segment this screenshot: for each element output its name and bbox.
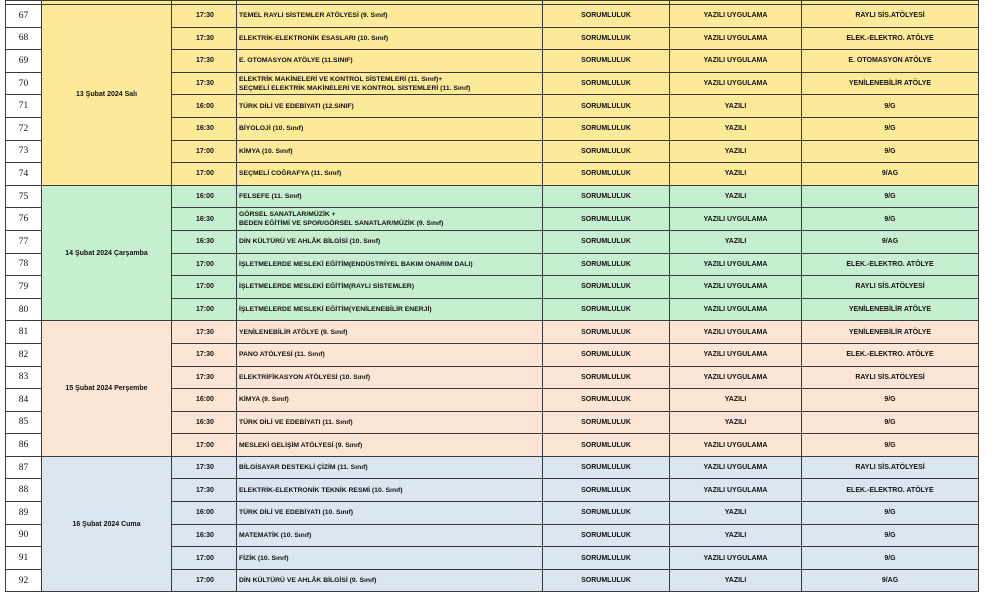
exam-type-cell: YAZILI: [670, 185, 802, 208]
exam-time-cell: 17:30: [172, 5, 237, 28]
course-name-line: DİN KÜLTÜRÜ VE AHLÂK BİLGİSİ (10. Sınıf): [239, 238, 381, 246]
exam-type-cell: YAZILI: [670, 95, 802, 118]
exam-category-cell: SORUMLULUK: [543, 276, 670, 299]
exam-time-cell: 17:00: [172, 140, 237, 163]
course-name-line: SEÇMELİ ELEKTRİK MAKİNELERİ VE KONTROL SİSTEMLERİ (11. Sınıf): [239, 84, 471, 92]
exam-location-cell: RAYLI SİS.ATÖLYESİ: [802, 276, 979, 299]
row-number-cell: 79: [6, 276, 42, 299]
exam-time-cell: 16:00: [172, 95, 237, 118]
exam-location-cell: 9/AG: [802, 230, 979, 253]
exam-location-cell: 9/G: [802, 117, 979, 140]
course-name-cell: [237, 27, 543, 50]
course-name-cell: [237, 230, 543, 253]
row-number-cell: 87: [6, 456, 42, 479]
exam-location-cell: ELEK.-ELEKTRO. ATÖLYE: [802, 253, 979, 276]
exam-type-cell: YAZILI UYGULAMA: [670, 253, 802, 276]
row-number-cell: 91: [6, 547, 42, 570]
row-number-cell: 67: [6, 5, 42, 28]
exam-time-cell: 16:30: [172, 411, 237, 434]
row-number-cell: 90: [6, 524, 42, 547]
exam-time-cell: 16:00: [172, 502, 237, 525]
row-number-cell: 70: [6, 72, 42, 95]
exam-type-cell: YAZILI: [670, 569, 802, 592]
row-number-cell: 69: [6, 50, 42, 73]
exam-category-cell: SORUMLULUK: [543, 185, 670, 208]
exam-type-cell: YAZILI UYGULAMA: [670, 434, 802, 457]
exam-location-cell: RAYLI SİS.ATÖLYESİ: [802, 456, 979, 479]
course-name-line: İŞLETMELERDE MESLEKİ EĞİTİM(YENİLENEBİLİR ENERJİ): [239, 306, 432, 314]
exam-type-cell: YAZILI: [670, 524, 802, 547]
exam-type-cell: YAZILI: [670, 117, 802, 140]
course-name-line: FELSEFE (11. Sınıf): [239, 193, 302, 201]
exam-time-cell: 17:00: [172, 298, 237, 321]
exam-date-cell: 15 Şubat 2024 Perşembe: [42, 321, 172, 457]
course-name-cell: [237, 140, 543, 163]
exam-category-cell: SORUMLULUK: [543, 434, 670, 457]
exam-location-cell: 9/G: [802, 502, 979, 525]
course-name-line: FİZİK (10. Sınıf): [239, 554, 289, 562]
course-name-line: TEMEL RAYLI SİSTEMLER ATÖLYESİ (9. Sınıf): [239, 12, 388, 20]
exam-category-cell: SORUMLULUK: [543, 253, 670, 276]
exam-type-cell: YAZILI: [670, 163, 802, 186]
course-name-cell: [237, 185, 543, 208]
exam-category-cell: SORUMLULUK: [543, 95, 670, 118]
row-number-cell: 75: [6, 185, 42, 208]
course-name-line: BİYOLOJİ (10. Sınıf): [239, 125, 304, 133]
course-name-cell: [237, 547, 543, 570]
course-name-line: YENİLENEBİLİR ATÖLYE (9. Sınıf): [239, 328, 348, 336]
exam-category-cell: SORUMLULUK: [543, 389, 670, 412]
exam-location-cell: ELEK.-ELEKTRO. ATÖLYE: [802, 343, 979, 366]
course-name-line: ELEKTRİFİKASYON ATÖLYESİ (10. Sınıf): [239, 373, 371, 381]
exam-type-cell: YAZILI UYGULAMA: [670, 276, 802, 299]
row-number-cell: 92: [6, 569, 42, 592]
exam-time-cell: 17:30: [172, 50, 237, 73]
exam-type-cell: YAZILI UYGULAMA: [670, 50, 802, 73]
row-number-cell: 78: [6, 253, 42, 276]
course-name-cell: [237, 502, 543, 525]
exam-category-cell: SORUMLULUK: [543, 27, 670, 50]
course-name-cell: [237, 117, 543, 140]
exam-category-cell: SORUMLULUK: [543, 163, 670, 186]
exam-type-cell: YAZILI UYGULAMA: [670, 298, 802, 321]
exam-time-cell: 16:00: [172, 389, 237, 412]
exam-time-cell: 17:00: [172, 253, 237, 276]
exam-type-cell: YAZILI: [670, 389, 802, 412]
course-name-line: ELEKTRİK-ELEKTRONİK ESASLARI (10. Sınıf): [239, 34, 389, 42]
exam-time-cell: 17:00: [172, 434, 237, 457]
course-name-line: KİMYA (9. Sınıf): [239, 396, 289, 404]
exam-time-cell: 17:30: [172, 456, 237, 479]
exam-category-cell: SORUMLULUK: [543, 479, 670, 502]
exam-time-cell: 16:30: [172, 524, 237, 547]
exam-location-cell: YENİLENEBİLİR ATÖLYE: [802, 298, 979, 321]
exam-type-cell: YAZILI UYGULAMA: [670, 366, 802, 389]
exam-location-cell: ELEK.-ELEKTRO. ATÖLYE: [802, 479, 979, 502]
course-name-cell: [237, 253, 543, 276]
course-name-line: MATEMATİK (10. Sınıf): [239, 531, 312, 539]
course-name-line: İŞLETMELERDE MESLEKİ EĞİTİM(RAYLI SİSTEMLER): [239, 283, 414, 291]
exam-time-cell: 16:30: [172, 230, 237, 253]
table-row: [6, 456, 979, 479]
exam-type-cell: YAZILI UYGULAMA: [670, 27, 802, 50]
course-name-line: İŞLETMELERDE MESLEKİ EĞİTİM(ENDÜSTRİYEL BAKIM ONARIM DALI): [239, 260, 473, 268]
exam-location-cell: 9/AG: [802, 569, 979, 592]
exam-schedule-table: [5, 0, 979, 592]
exam-type-cell: YAZILI: [670, 140, 802, 163]
exam-category-cell: SORUMLULUK: [543, 456, 670, 479]
row-number-cell: 72: [6, 117, 42, 140]
exam-location-cell: 9/G: [802, 547, 979, 570]
table-row: [6, 185, 979, 208]
course-name-cell: [237, 208, 543, 231]
course-name-cell: [237, 366, 543, 389]
course-name-cell: [237, 298, 543, 321]
row-number-cell: 81: [6, 321, 42, 344]
exam-schedule-sheet: [5, 0, 978, 592]
exam-time-cell: 17:30: [172, 321, 237, 344]
exam-category-cell: SORUMLULUK: [543, 524, 670, 547]
row-number-cell: 86: [6, 434, 42, 457]
row-number-cell: 73: [6, 140, 42, 163]
exam-location-cell: 9/G: [802, 524, 979, 547]
exam-location-cell: ELEK.-ELEKTRO. ATÖLYE: [802, 27, 979, 50]
exam-location-cell: 9/G: [802, 411, 979, 434]
row-number-cell: 88: [6, 479, 42, 502]
table-row: [6, 321, 979, 344]
course-name-line: KİMYA (10. Sınıf): [239, 147, 293, 155]
course-name-cell: [237, 163, 543, 186]
course-name-cell: [237, 276, 543, 299]
exam-type-cell: YAZILI UYGULAMA: [670, 208, 802, 231]
course-name-line: BEDEN EĞİTİMİ VE SPOR/GÖRSEL SANATLAR/MÜZİK (9. Sınıf): [239, 220, 444, 228]
exam-category-cell: SORUMLULUK: [543, 343, 670, 366]
row-number-cell: 74: [6, 163, 42, 186]
exam-category-cell: SORUMLULUK: [543, 502, 670, 525]
exam-type-cell: YAZILI UYGULAMA: [670, 456, 802, 479]
row-number-cell: 84: [6, 389, 42, 412]
course-name-line: E. OTOMASYON ATÖLYE (11.SINIF): [239, 57, 353, 65]
course-name-cell: [237, 321, 543, 344]
exam-time-cell: 17:00: [172, 547, 237, 570]
exam-location-cell: 9/G: [802, 185, 979, 208]
exam-category-cell: SORUMLULUK: [543, 298, 670, 321]
exam-location-cell: E. OTOMASYON ATÖLYE: [802, 50, 979, 73]
course-name-cell: [237, 456, 543, 479]
row-number-cell: 83: [6, 366, 42, 389]
exam-time-cell: 17:30: [172, 27, 237, 50]
exam-type-cell: YAZILI: [670, 230, 802, 253]
exam-time-cell: 17:30: [172, 479, 237, 502]
exam-time-cell: 16:30: [172, 117, 237, 140]
row-number-cell: 80: [6, 298, 42, 321]
course-name-cell: [237, 411, 543, 434]
course-name-line: TÜRK DİLİ VE EDEBİYATI (11. Sınıf): [239, 418, 353, 426]
row-number-cell: 68: [6, 27, 42, 50]
course-name-line: DİN KÜLTÜRÜ VE AHLÂK BİLGİSİ (9. Sınıf): [239, 577, 377, 585]
course-name-line: GÖRSEL SANATLAR/MÜZİK +: [239, 211, 336, 219]
exam-location-cell: 9/G: [802, 434, 979, 457]
exam-location-cell: YENİLENEBİLİR ATÖLYE: [802, 321, 979, 344]
exam-location-cell: YENİLENEBİLİR ATÖLYE: [802, 72, 979, 95]
exam-time-cell: 17:30: [172, 72, 237, 95]
exam-category-cell: SORUMLULUK: [543, 547, 670, 570]
exam-category-cell: SORUMLULUK: [543, 230, 670, 253]
exam-location-cell: RAYLI SİS.ATÖLYESİ: [802, 366, 979, 389]
exam-time-cell: 17:00: [172, 163, 237, 186]
course-name-line: PANO ATÖLYESİ (11. Sınıf): [239, 351, 325, 359]
exam-time-cell: 17:30: [172, 343, 237, 366]
course-name-line: SEÇMELİ COĞRAFYA (11. Sınıf): [239, 170, 342, 178]
exam-time-cell: 17:00: [172, 569, 237, 592]
exam-time-cell: 16:00: [172, 185, 237, 208]
exam-type-cell: YAZILI UYGULAMA: [670, 547, 802, 570]
exam-category-cell: SORUMLULUK: [543, 5, 670, 28]
course-name-line: BİLGİSAYAR DESTEKLİ ÇİZİM (11. Sınıf): [239, 464, 368, 472]
course-name-cell: [237, 95, 543, 118]
exam-time-cell: 16:30: [172, 208, 237, 231]
exam-date-cell: 14 Şubat 2024 Çarşamba: [42, 185, 172, 321]
row-number-cell: 85: [6, 411, 42, 434]
exam-location-cell: 9/G: [802, 95, 979, 118]
course-name-line: TÜRK DİLİ VE EDEBİYATI (10. Sınıf): [239, 509, 354, 517]
exam-location-cell: 9/G: [802, 140, 979, 163]
exam-date-cell: 13 Şubat 2024 Salı: [42, 5, 172, 186]
course-name-line: TÜRK DİLİ VE EDEBİYATI (12.SINIF): [239, 102, 354, 110]
exam-category-cell: SORUMLULUK: [543, 72, 670, 95]
exam-location-cell: 9/AG: [802, 163, 979, 186]
course-name-cell: [237, 479, 543, 502]
course-name-cell: [237, 569, 543, 592]
exam-location-cell: 9/G: [802, 208, 979, 231]
row-number-cell: 89: [6, 502, 42, 525]
exam-type-cell: YAZILI UYGULAMA: [670, 321, 802, 344]
course-name-line: ELEKTRİK MAKİNELERİ VE KONTROL SİSTEMLERİ (11. Sınıf)+: [239, 75, 443, 83]
course-name-cell: [237, 5, 543, 28]
row-number-cell: 71: [6, 95, 42, 118]
course-name-cell: [237, 524, 543, 547]
course-name-line: ELEKTRİK-ELEKTRONİK TEKNİK RESMİ (10. Sınıf): [239, 486, 403, 494]
exam-location-cell: RAYLI SİS.ATÖLYESİ: [802, 5, 979, 28]
exam-time-cell: 17:30: [172, 366, 237, 389]
exam-type-cell: YAZILI UYGULAMA: [670, 343, 802, 366]
course-name-line: MESLEKİ GELİŞİM ATÖLYESİ (9. Sınıf): [239, 441, 363, 449]
exam-type-cell: YAZILI: [670, 502, 802, 525]
row-number-cell: 82: [6, 343, 42, 366]
exam-type-cell: YAZILI: [670, 411, 802, 434]
exam-category-cell: SORUMLULUK: [543, 569, 670, 592]
exam-category-cell: SORUMLULUK: [543, 321, 670, 344]
exam-type-cell: YAZILI UYGULAMA: [670, 5, 802, 28]
table-row: [6, 5, 979, 28]
exam-category-cell: SORUMLULUK: [543, 411, 670, 434]
course-name-cell: [237, 72, 543, 95]
exam-type-cell: YAZILI UYGULAMA: [670, 72, 802, 95]
exam-category-cell: SORUMLULUK: [543, 140, 670, 163]
exam-category-cell: SORUMLULUK: [543, 117, 670, 140]
exam-location-cell: 9/G: [802, 389, 979, 412]
exam-date-cell: 16 Şubat 2024 Cuma: [42, 456, 172, 592]
row-number-cell: 77: [6, 230, 42, 253]
exam-category-cell: SORUMLULUK: [543, 50, 670, 73]
exam-category-cell: SORUMLULUK: [543, 208, 670, 231]
course-name-cell: [237, 50, 543, 73]
course-name-cell: [237, 389, 543, 412]
course-name-cell: [237, 343, 543, 366]
exam-time-cell: 17:00: [172, 276, 237, 299]
exam-category-cell: SORUMLULUK: [543, 366, 670, 389]
row-number-cell: 76: [6, 208, 42, 231]
course-name-cell: [237, 434, 543, 457]
exam-type-cell: YAZILI UYGULAMA: [670, 479, 802, 502]
